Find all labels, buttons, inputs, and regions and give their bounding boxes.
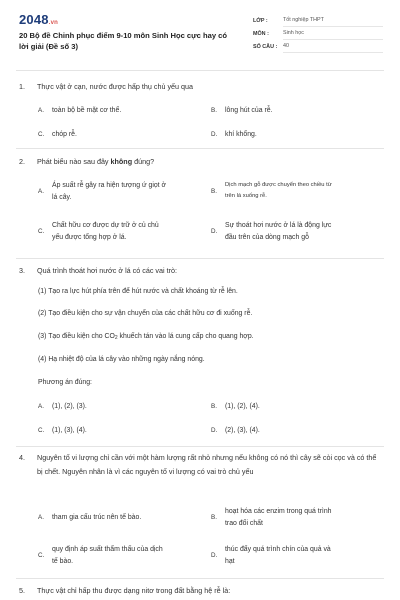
option-d[interactable]: D. (2), (3), (4). [211, 427, 260, 434]
option-b[interactable]: B. hoạt hóa các enzim trong quá trình trao đổi chất [211, 508, 332, 527]
question-4-options [38, 506, 383, 576]
statement-4: (4) Hạ nhiệt độ của lá cây vào những ngày nắng nóng. [38, 356, 205, 363]
question-1: 1. Thực vật ở cạn, nước được hấp thụ chủ yếu qua [19, 80, 381, 93]
question-5-text: Thực vật chỉ hấp thu được dạng nitơ trong đất bằng hệ rễ là: [37, 586, 231, 595]
option-c[interactable]: C. Chất hữu cơ được dự trữ ở củ chủ yếu được tổng hợp ở lá. [38, 222, 159, 241]
document-meta [253, 14, 383, 53]
statement-1: (1) Tạo ra lực hút phía trên để hút nước và chất khoáng từ rễ lên. [38, 288, 238, 295]
option-c[interactable]: C. (1), (3), (4). [38, 427, 87, 434]
option-a[interactable]: A. Áp suất rễ gây ra hiện tượng ứ giọt ở lá cây. [38, 182, 167, 201]
question-2-text: Phát biểu nào sau đây không đúng? [37, 157, 155, 166]
option-a[interactable]: A. tham gia cấu trúc nên tế bào. [38, 514, 142, 521]
site-logo[interactable]: 2048.vn [19, 12, 59, 27]
statement-2: (2) Tạo điều kiện cho sự vận chuyển của các chất hữu cơ đi xuống rễ. [38, 310, 253, 317]
question-4-text: Nguyên tố vi lượng chỉ cần với một hàm lượng rất nhỏ nhưng nếu không có nó thì cây sẽ còi cọc và có thể bị chết. Nguyên nhân là vì các nguyên tố vi lượng có vai trò chủ yếu [37, 453, 377, 476]
option-c[interactable]: C. chóp rễ. [38, 131, 77, 138]
question-2: 2. Phát biểu nào sau đây không đúng? [19, 155, 381, 168]
divider [16, 70, 384, 71]
divider [16, 446, 384, 447]
option-a[interactable]: A. toàn bộ bề mặt cơ thể. [38, 107, 122, 114]
page-header [0, 0, 400, 68]
option-d[interactable]: D. Sự thoát hơi nước ở lá là động lực đầu trên của dòng mạch gỗ [211, 222, 332, 241]
option-b[interactable]: B. lông hút của rễ. [211, 107, 273, 114]
meta-row-question-count: SỐ CÂU : 40 [253, 40, 383, 53]
question-1-options [38, 105, 383, 141]
option-c[interactable]: C. quy định áp suất thẩm thấu của dịch tế bào. [38, 546, 163, 565]
option-b[interactable]: B. (1), (2), (4). [211, 403, 260, 410]
option-d[interactable]: D. khí khổng. [211, 131, 257, 138]
question-3: 3. Quá trình thoát hơi nước ở lá có các vai trò: [19, 264, 381, 277]
option-b[interactable]: B. Dịch mạch gỗ được chuyển theo chiều từ trên lá xuống rễ. [211, 182, 332, 199]
divider [16, 258, 384, 259]
question-4: 4. Nguyên tố vi lượng chỉ cần với một hàm lượng rất nhỏ nhưng nếu không có nó thì cây sẽ còi cọc và có thể bị chết. Nguyên nhân là vì các nguyên tố vi lượng có vai trò chủ yếu [19, 451, 381, 478]
statement-3: (3) Tạo điều kiện cho $CO_2$ khuếch tán vào lá cung cấp cho quang hợp. [38, 333, 254, 341]
question-3-text: Quá trình thoát hơi nước ở lá có các vai trò: [37, 266, 178, 275]
question-3-options [38, 401, 383, 437]
question-1-text: Thực vật ở cạn, nước được hấp thụ chủ yếu qua [37, 82, 194, 91]
answer-prompt: Phương án đúng: [38, 379, 92, 386]
option-d[interactable]: D. thúc đẩy quá trình chín của quả và hạt [211, 546, 331, 565]
question-2-options [38, 180, 383, 250]
meta-row-subject: MÔN : Sinh học [253, 27, 383, 40]
meta-row-class: LỚP : Tốt nghiệp THPT [253, 14, 383, 27]
question-5: 5. Thực vật chỉ hấp thu được dạng nitơ trong đất bằng hệ rễ là: [19, 584, 381, 597]
divider [16, 148, 384, 149]
divider [16, 578, 384, 579]
option-a[interactable]: A. (1), (2), (3). [38, 403, 87, 410]
document-title: 20 Bộ đề Chinh phục điểm 9-10 môn Sinh Học cực hay có lời giải (Đề số 3) [19, 31, 228, 51]
